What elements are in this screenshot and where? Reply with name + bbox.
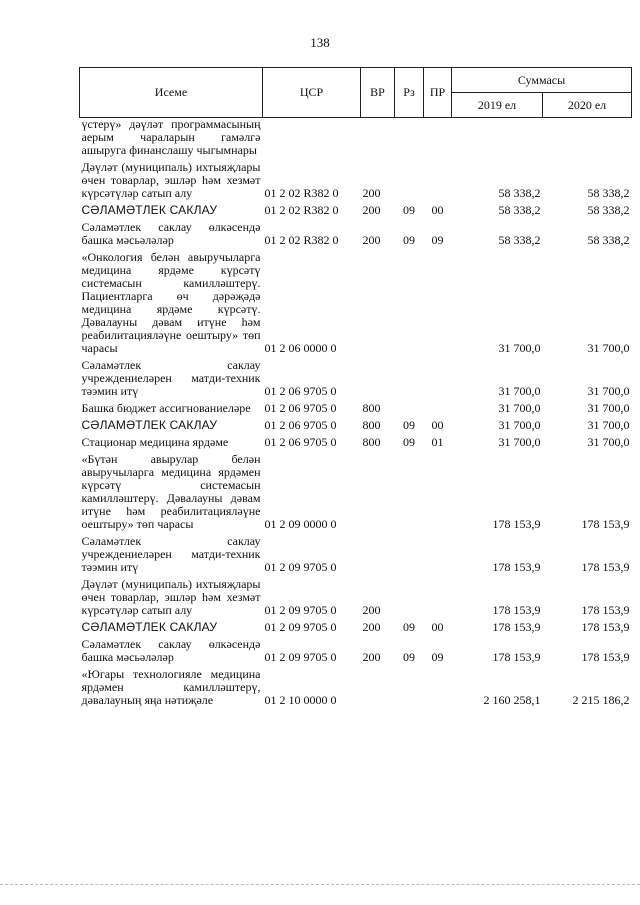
table-row	[80, 161, 632, 204]
row-name: Сәламәтлек саклау учреждениеләрен матди-техник тәэмин итү	[81, 358, 261, 398]
row-sum-2020: 31 700,0	[587, 418, 630, 432]
row-rz	[395, 402, 424, 419]
row-sum-2019: 178 153,9	[492, 603, 541, 617]
row-sum-2019: 178 153,9	[492, 620, 541, 634]
row-pr	[424, 668, 452, 711]
row-pr: 00	[431, 620, 444, 634]
row-csr: 01 2 06 0000 0	[264, 341, 337, 355]
header-csr: ЦСР	[263, 68, 361, 118]
row-csr: 01 2 09 9705 0	[264, 603, 337, 617]
row-vr	[361, 535, 395, 578]
row-sum-2019: 178 153,9	[492, 517, 541, 531]
table-row	[80, 251, 632, 359]
row-sum-2019: 58 338,2	[498, 233, 541, 247]
row-name: СӘЛАМӘТЛЕК САКЛАУ	[81, 620, 218, 634]
row-name: Сәламәтлек саклау өлкәсендә башка мәсьәләләр	[81, 220, 261, 247]
table-row	[80, 638, 632, 668]
row-sum-2020: 178 153,9	[581, 517, 630, 531]
table-row	[80, 621, 632, 638]
row-name: «Онкология белән авыручыларга медицина ярдәме күрсәтү системасын камилләштерү. Пациентларга өч дәрәҗәдә медицина ярдәме күрсәтү. Дәвалауны дәвам итүне һәм реабилитацияләүне оештыру» төп чарасы	[81, 250, 261, 355]
row-csr: 01 2 09 9705 0	[264, 650, 337, 664]
row-sum-2019: 178 153,9	[492, 560, 541, 574]
scan-border-line	[0, 884, 640, 885]
header-rz: Рз	[395, 68, 424, 118]
table-row	[80, 359, 632, 402]
row-sum-2020: 31 700,0	[587, 384, 630, 398]
row-vr	[361, 251, 395, 359]
row-sum-2020: 178 153,9	[581, 560, 630, 574]
row-name: «Югары технологияле медицина ярдәмен камилләштерү, дәвалауның яңа нәтиҗәле	[81, 667, 261, 707]
row-csr: 01 2 06 9705 0	[264, 435, 337, 449]
row-vr	[361, 453, 395, 535]
row-sum-2019: 2 160 258,1	[483, 693, 541, 707]
row-sum-2020: 31 700,0	[587, 401, 630, 415]
row-pr	[424, 251, 452, 359]
row-name: СӘЛАМӘТЛЕК САКЛАУ	[81, 418, 218, 432]
row-vr: 200	[362, 186, 381, 200]
row-vr	[361, 359, 395, 402]
row-vr: 200	[362, 650, 381, 664]
row-sum-2020: 58 338,2	[587, 233, 630, 247]
row-pr	[424, 453, 452, 535]
row-name: үстерү» дәүләт программасының аерым чараларын гамәлгә ашыруга финанслашу чыгымнары	[81, 117, 261, 157]
row-vr	[361, 118, 395, 162]
row-rz: 09	[403, 650, 415, 664]
row-name: Сәламәтлек саклау өлкәсендә башка мәсьәләләр	[81, 637, 261, 664]
row-pr	[424, 161, 452, 204]
table-body	[80, 118, 632, 712]
row-rz: 09	[403, 203, 415, 217]
row-csr: 01 2 10 0000 0	[264, 693, 337, 707]
row-pr: 00	[431, 418, 444, 432]
row-rz	[395, 535, 424, 578]
row-rz	[395, 578, 424, 621]
row-vr	[361, 668, 395, 711]
row-csr: 01 2 06 9705 0	[264, 418, 337, 432]
row-pr	[424, 535, 452, 578]
row-vr: 800	[362, 401, 381, 415]
row-csr: 01 2 09 9705 0	[264, 620, 337, 634]
table-row	[80, 535, 632, 578]
row-sum-2020	[543, 118, 632, 162]
row-csr	[263, 118, 361, 162]
row-sum-2019: 31 700,0	[498, 418, 541, 432]
row-sum-2019: 178 153,9	[492, 650, 541, 664]
row-csr: 01 2 02 R382 0	[264, 233, 339, 247]
header-year-2019: 2019 ел	[452, 93, 543, 118]
table-row	[80, 221, 632, 251]
table-header	[80, 68, 632, 118]
row-csr: 01 2 09 9705 0	[264, 560, 337, 574]
row-sum-2019: 31 700,0	[498, 401, 541, 415]
row-name: «Бүтән авырулар белән авыручыларга медицина ярдәмен күрсәтү системасын камилләштерү. Дәвалауны дәвам итүне һәм реабилитацияләүне оештыру» төп чарасы	[81, 452, 261, 531]
row-csr: 01 2 06 9705 0	[264, 384, 337, 398]
row-rz: 09	[403, 233, 415, 247]
row-vr: 200	[362, 233, 381, 247]
row-rz	[395, 251, 424, 359]
row-sum-2019	[452, 118, 543, 162]
table-row	[80, 204, 632, 221]
row-vr: 800	[362, 418, 381, 432]
row-name: Дәүләт (муниципаль) ихтыяҗлары өчен товарлар, эшләр һәм хезмәт күрсәтүләр сатып алу	[81, 577, 261, 617]
row-sum-2019: 31 700,0	[498, 341, 541, 355]
header-year-2020: 2020 ел	[543, 93, 632, 118]
row-name: Стационар медицина ярдәме	[81, 435, 229, 449]
header-sums: Суммасы	[452, 68, 632, 93]
page-number: 138	[310, 35, 330, 50]
table-row	[80, 453, 632, 535]
row-sum-2019: 58 338,2	[498, 203, 541, 217]
row-pr	[424, 359, 452, 402]
row-name: Сәламәтлек саклау учреждениеләрен матди-техник тәэмин итү	[81, 534, 261, 574]
table-row	[80, 578, 632, 621]
table-row	[80, 436, 632, 453]
row-sum-2020: 31 700,0	[587, 435, 630, 449]
row-rz	[395, 161, 424, 204]
row-csr: 01 2 02 R382 0	[264, 203, 339, 217]
table-row	[80, 402, 632, 419]
header-vr: ВР	[361, 68, 395, 118]
header-pr: ПР	[424, 68, 452, 118]
row-sum-2019: 31 700,0	[498, 384, 541, 398]
row-sum-2020: 31 700,0	[587, 341, 630, 355]
row-sum-2020: 58 338,2	[587, 186, 630, 200]
row-csr: 01 2 09 0000 0	[264, 517, 337, 531]
row-rz: 09	[403, 620, 415, 634]
table-row	[80, 118, 632, 162]
row-sum-2020: 178 153,9	[581, 650, 630, 664]
header-name: Исеме	[80, 68, 263, 118]
row-rz: 09	[403, 435, 415, 449]
row-pr: 09	[431, 233, 444, 247]
row-name: СӘЛАМӘТЛЕК САКЛАУ	[81, 203, 218, 217]
row-pr: 01	[431, 435, 444, 449]
row-sum-2020: 58 338,2	[587, 203, 630, 217]
row-rz	[395, 668, 424, 711]
row-sum-2020: 178 153,9	[581, 603, 630, 617]
row-vr: 200	[362, 203, 381, 217]
row-csr: 01 2 06 9705 0	[264, 401, 337, 415]
row-pr: 09	[431, 650, 444, 664]
row-pr: 00	[431, 203, 444, 217]
row-rz	[395, 118, 424, 162]
row-pr	[424, 402, 452, 419]
row-sum-2020: 2 215 186,2	[572, 693, 630, 707]
row-sum-2020: 178 153,9	[581, 620, 630, 634]
table-row	[80, 419, 632, 436]
row-pr	[424, 118, 452, 162]
row-rz	[395, 359, 424, 402]
row-name: Дәүләт (муниципаль) ихтыяҗлары өчен товарлар, эшләр һәм хезмәт күрсәтүләр сатып алу	[81, 160, 261, 200]
row-vr: 200	[362, 620, 381, 634]
budget-table	[79, 67, 632, 711]
row-csr: 01 2 02 R382 0	[264, 186, 339, 200]
row-rz	[395, 453, 424, 535]
row-rz: 09	[403, 418, 415, 432]
row-vr: 200	[362, 603, 381, 617]
row-sum-2019: 58 338,2	[498, 186, 541, 200]
row-pr	[424, 578, 452, 621]
table-row	[80, 668, 632, 711]
row-vr: 800	[362, 435, 381, 449]
row-name: Башка бюджет ассигнованиеләре	[81, 401, 251, 415]
row-sum-2019: 31 700,0	[498, 435, 541, 449]
